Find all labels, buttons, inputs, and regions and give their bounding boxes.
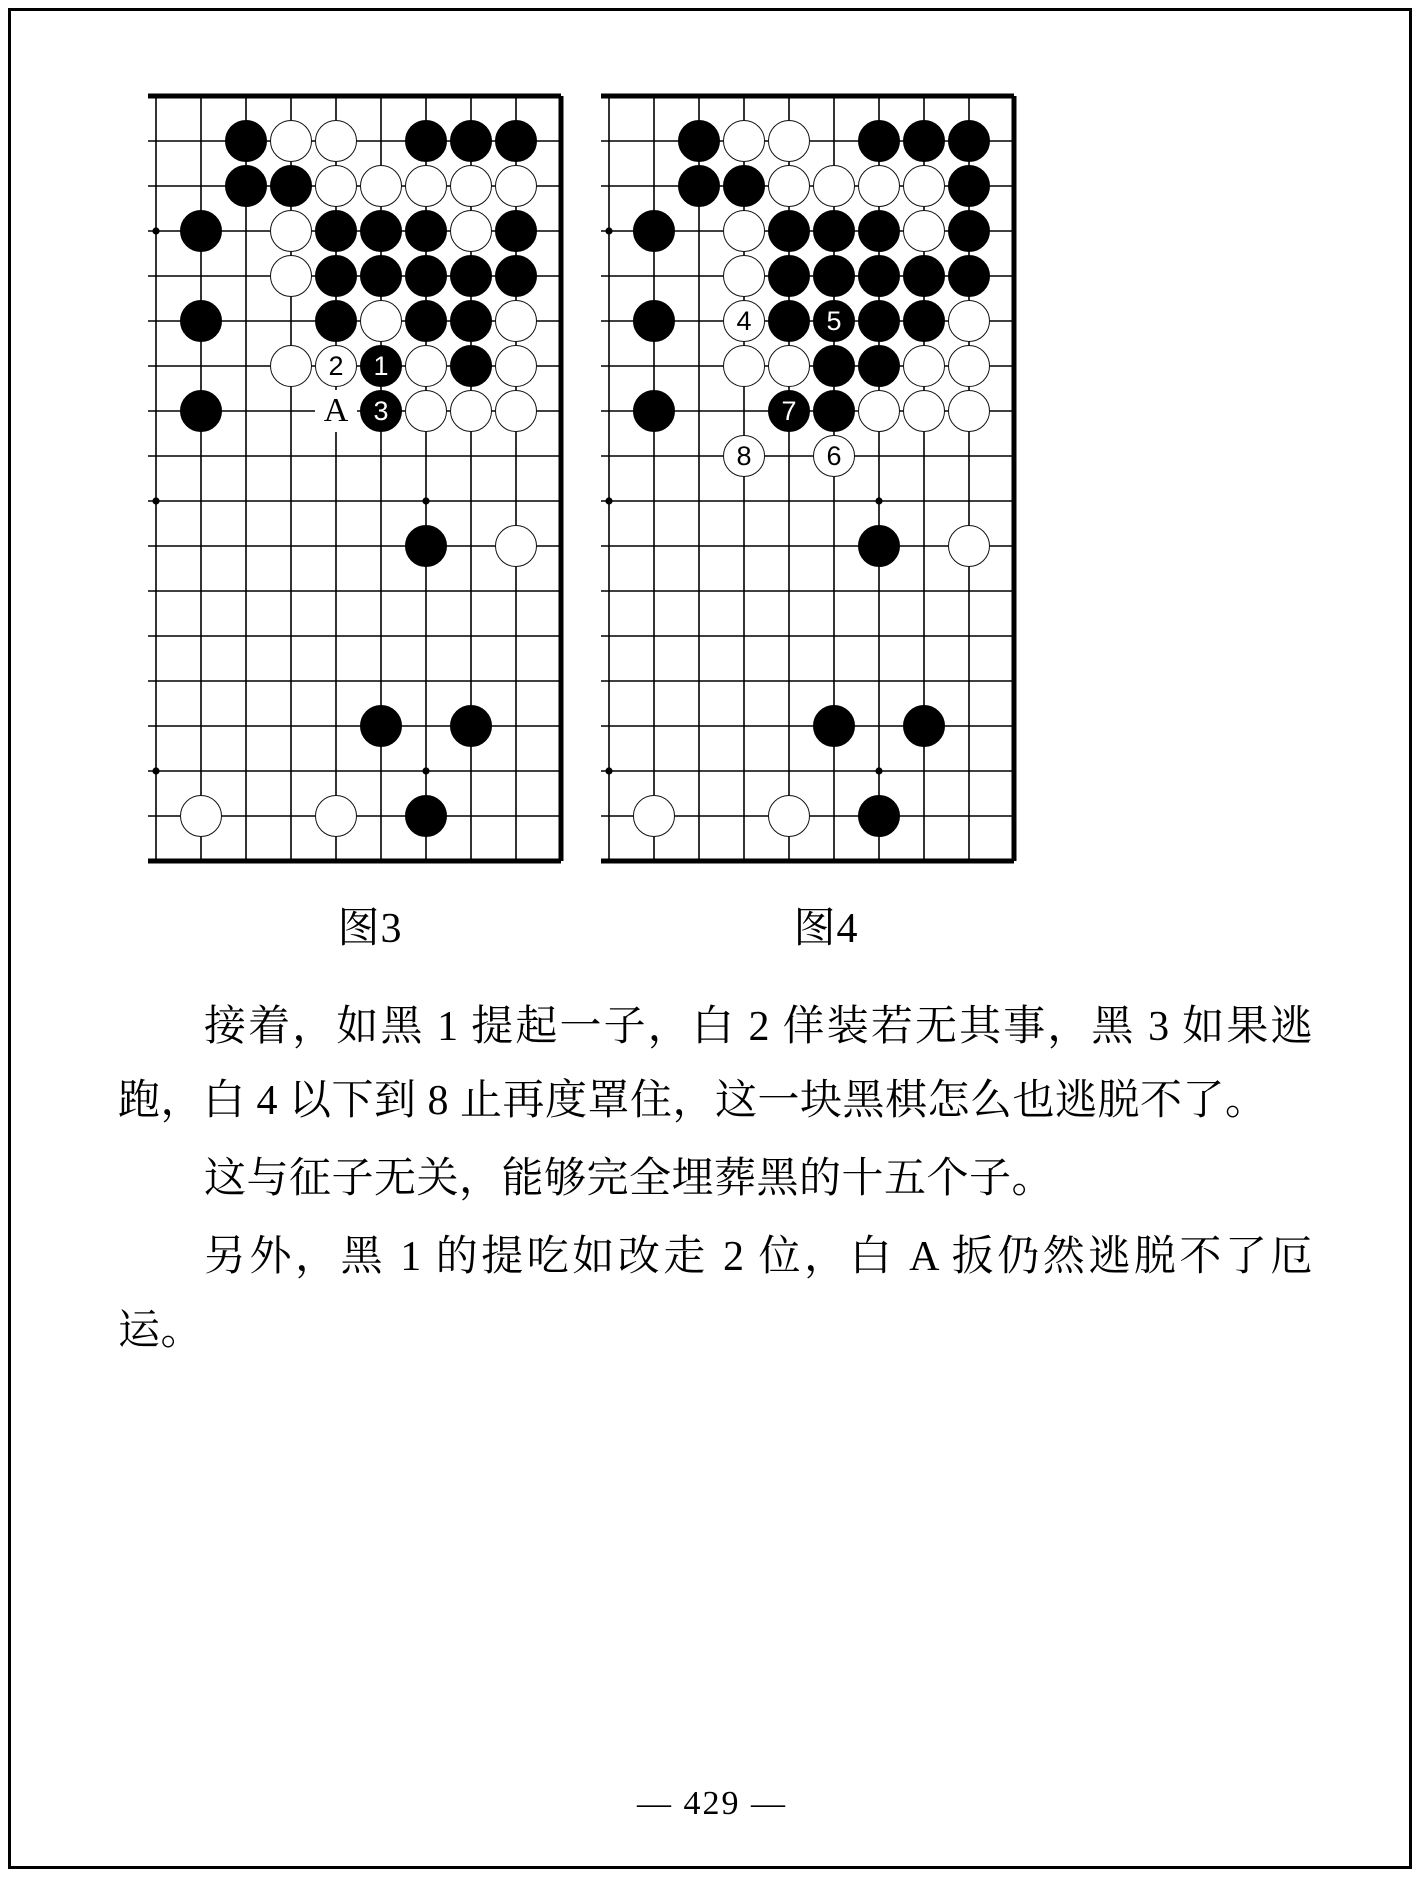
go-stone-black bbox=[180, 390, 222, 432]
go-stone-black-1 bbox=[360, 345, 402, 387]
go-stone-black bbox=[858, 300, 900, 342]
go-stone-white bbox=[903, 210, 945, 252]
go-stone-black bbox=[858, 345, 900, 387]
go-stone-black bbox=[450, 255, 492, 297]
go-stone-white-8 bbox=[723, 435, 765, 477]
go-stone-white bbox=[723, 255, 765, 297]
go-stone-move-number: 5 bbox=[826, 305, 842, 336]
go-stone-black bbox=[270, 165, 312, 207]
paragraph-1: 接着，如黑 1 提起一子，白 2 佯装若无其事，黑 3 如果逃跑，白 4 以下到 8 止再度罩住，这一块黑棋怎么也逃脱不了。 bbox=[118, 1004, 1313, 1124]
go-stone-black bbox=[903, 300, 945, 342]
go-stone-black bbox=[948, 210, 990, 252]
go-stone-white bbox=[723, 120, 765, 162]
go-stone-white bbox=[903, 390, 945, 432]
go-stone-white bbox=[495, 525, 537, 567]
go-stone-black bbox=[813, 345, 855, 387]
go-stone-black bbox=[405, 120, 447, 162]
go-stone-white bbox=[948, 345, 990, 387]
go-stone-black bbox=[678, 165, 720, 207]
go-stone-white bbox=[723, 210, 765, 252]
go-stone-black bbox=[495, 120, 537, 162]
go-stone-black bbox=[450, 300, 492, 342]
go-stone-white bbox=[858, 165, 900, 207]
go-stone-black bbox=[948, 165, 990, 207]
go-stone-white bbox=[360, 165, 402, 207]
figure-caption-3: 图3 bbox=[337, 906, 403, 952]
go-stone-white bbox=[270, 210, 312, 252]
go-stone-black bbox=[405, 255, 447, 297]
go-stone-black bbox=[225, 165, 267, 207]
go-stone-black-5 bbox=[813, 300, 855, 342]
go-stone-black bbox=[405, 300, 447, 342]
go-stone-white bbox=[450, 165, 492, 207]
go-stones-left bbox=[148, 88, 578, 888]
go-stone-white bbox=[903, 345, 945, 387]
go-stone-black bbox=[813, 705, 855, 747]
go-stone-black bbox=[633, 300, 675, 342]
go-stone-black bbox=[360, 705, 402, 747]
go-stone-white bbox=[315, 120, 357, 162]
go-stone-black bbox=[633, 210, 675, 252]
go-stone-black bbox=[633, 390, 675, 432]
go-board-figure-3 bbox=[148, 88, 578, 888]
go-stone-white bbox=[858, 390, 900, 432]
go-stone-black bbox=[723, 165, 765, 207]
go-board-figure-4 bbox=[601, 88, 1031, 888]
go-stone-white-2 bbox=[315, 345, 357, 387]
go-stone-white bbox=[180, 795, 222, 837]
go-stone-black bbox=[315, 300, 357, 342]
go-stone-white bbox=[948, 390, 990, 432]
go-stone-black bbox=[450, 705, 492, 747]
go-stone-black bbox=[315, 255, 357, 297]
go-stone-black bbox=[813, 210, 855, 252]
go-stone-black bbox=[450, 120, 492, 162]
go-point-label-A: A bbox=[315, 390, 357, 432]
go-stone-black bbox=[768, 210, 810, 252]
go-stone-black bbox=[813, 390, 855, 432]
go-stone-move-number: 7 bbox=[781, 395, 797, 426]
go-stone-black bbox=[903, 255, 945, 297]
go-stone-white bbox=[768, 345, 810, 387]
go-stone-black bbox=[768, 300, 810, 342]
go-stone-white bbox=[948, 525, 990, 567]
go-stone-white bbox=[315, 795, 357, 837]
body-text bbox=[118, 990, 1313, 1372]
figure-caption-4: 图4 bbox=[793, 906, 859, 952]
go-stone-white bbox=[903, 165, 945, 207]
go-stone-white bbox=[495, 300, 537, 342]
go-stone-white bbox=[768, 120, 810, 162]
go-stone-black bbox=[768, 255, 810, 297]
go-stone-black bbox=[903, 705, 945, 747]
go-stone-black bbox=[450, 345, 492, 387]
go-stone-black bbox=[858, 120, 900, 162]
go-stone-white bbox=[270, 345, 312, 387]
go-stone-white bbox=[270, 255, 312, 297]
go-stone-white bbox=[633, 795, 675, 837]
go-stone-white bbox=[270, 120, 312, 162]
go-stone-black bbox=[903, 120, 945, 162]
go-stone-black bbox=[813, 255, 855, 297]
figure-captions bbox=[0, 895, 1424, 965]
go-stone-black bbox=[678, 120, 720, 162]
go-stone-white-4 bbox=[723, 300, 765, 342]
go-stone-white bbox=[405, 390, 447, 432]
go-stone-black-7 bbox=[768, 390, 810, 432]
go-stone-white bbox=[723, 345, 765, 387]
go-stone-black bbox=[858, 255, 900, 297]
go-stone-move-number: 3 bbox=[373, 395, 389, 426]
paragraph-2: 这与征子无关，能够完全埋葬黑的十五个子。 bbox=[204, 1156, 1055, 1202]
go-stone-white bbox=[405, 165, 447, 207]
go-stone-black bbox=[858, 525, 900, 567]
go-stone-white bbox=[495, 345, 537, 387]
go-stone-move-number: 1 bbox=[373, 350, 389, 381]
go-stone-black bbox=[858, 795, 900, 837]
go-stone-white bbox=[813, 165, 855, 207]
go-stone-black bbox=[495, 255, 537, 297]
go-stones-right bbox=[601, 88, 1031, 888]
go-stone-black bbox=[180, 300, 222, 342]
go-stone-white bbox=[768, 795, 810, 837]
go-stone-white bbox=[360, 300, 402, 342]
go-stone-white bbox=[405, 345, 447, 387]
page-number: — 429 — bbox=[637, 1785, 787, 1822]
go-stone-white bbox=[948, 300, 990, 342]
go-stone-black bbox=[180, 210, 222, 252]
go-stone-black bbox=[360, 210, 402, 252]
go-stone-move-number: 8 bbox=[736, 440, 752, 471]
go-stone-black bbox=[360, 255, 402, 297]
go-stone-move-number: 6 bbox=[826, 440, 842, 471]
go-stone-white bbox=[495, 390, 537, 432]
go-stone-black bbox=[495, 210, 537, 252]
go-stone-white-6 bbox=[813, 435, 855, 477]
go-stone-black bbox=[315, 210, 357, 252]
go-stone-black bbox=[405, 525, 447, 567]
paragraph-3: 另外，黑 1 的提吃如改走 2 位，白 A 扳仍然逃脱不了厄运。 bbox=[118, 1234, 1313, 1354]
go-stone-black-3 bbox=[360, 390, 402, 432]
go-stone-white bbox=[315, 165, 357, 207]
go-stone-black bbox=[405, 210, 447, 252]
go-stone-black bbox=[948, 120, 990, 162]
go-stone-white bbox=[450, 390, 492, 432]
go-stone-black bbox=[405, 795, 447, 837]
go-stone-black bbox=[858, 210, 900, 252]
go-stone-white bbox=[768, 165, 810, 207]
go-stone-white bbox=[495, 165, 537, 207]
go-stone-black bbox=[225, 120, 267, 162]
go-stone-move-number: 2 bbox=[328, 350, 344, 381]
go-diagram-pair bbox=[0, 80, 1424, 900]
go-stone-move-number: 4 bbox=[736, 305, 752, 336]
go-stone-white bbox=[450, 210, 492, 252]
go-stone-black bbox=[948, 255, 990, 297]
